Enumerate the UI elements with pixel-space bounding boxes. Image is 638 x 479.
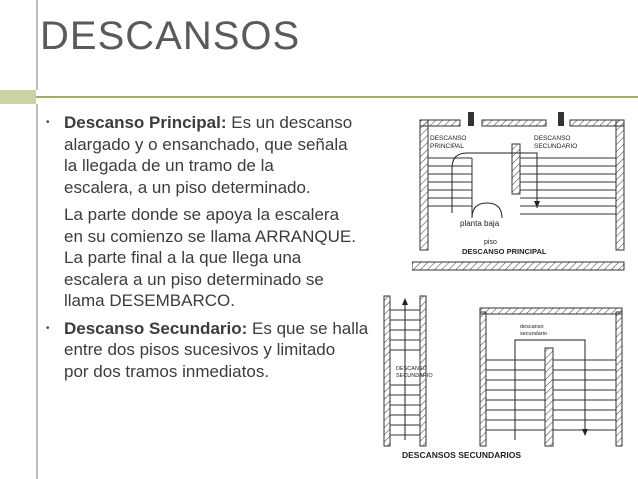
body-vertical-rule [36,104,38,479]
text-line: escalera, a un piso determinado. [64,177,311,197]
text-line: Es que se halla [247,318,369,338]
label-top-secundario: secundario [520,331,547,337]
caption-descanso-principal: DESCANSO PRINCIPAL [462,247,547,256]
label-secundario: SECUNDARIO [534,143,578,150]
title-rule [36,96,638,98]
text-line: escalera a un piso determinado se [64,269,324,289]
bullet-secundario [46,318,406,383]
label-top-descanso: descanso [520,324,544,330]
slide-title: DESCANSOS [40,14,301,58]
text-line: entre dos pisos sucesivos y limitado [64,340,336,359]
label-left-secundario: SECUNDARIO [396,373,433,379]
descansos-secundarios-figure [380,290,635,475]
text-line: La parte final a la que llega una [64,248,302,267]
bullet-principal [46,112,406,198]
accent-block [0,90,36,104]
text-line: llama DESEMBARCO. [64,291,235,310]
title-vertical-rule [36,0,38,90]
bullet-icon: • [46,322,50,334]
label-descanso-secundario: DESCANSO [534,135,571,142]
text-line: La parte donde se apoya la escalera [64,205,340,224]
descanso-principal-figure [412,108,632,278]
slide-body [46,112,406,382]
text-line: Es un descanso [226,113,353,132]
label-piso: piso [484,239,497,246]
paragraph-arranque [46,204,406,312]
label-left-descanso: DESCANSO [396,366,427,372]
bullet-icon: • [46,117,50,128]
text-line: por dos tramos inmediatos. [64,361,270,381]
text-line: alargado y o ensanchado, que señala [64,134,348,154]
label-descanso-principal: DESCANSO [430,135,467,142]
label-planta-baja: planta baja [460,219,500,228]
caption-descansos-secundarios: DESCANSOS SECUNDARIOS [402,450,522,460]
text-line: la llegada de un tramo de la [64,156,274,175]
term-secundario: Descanso Secundario: [64,318,248,338]
text-line: en su comienzo se llama ARRANQUE. [64,226,356,246]
label-principal: PRINCIPAL [430,143,464,150]
term-principal: Descanso Principal: [64,113,227,132]
